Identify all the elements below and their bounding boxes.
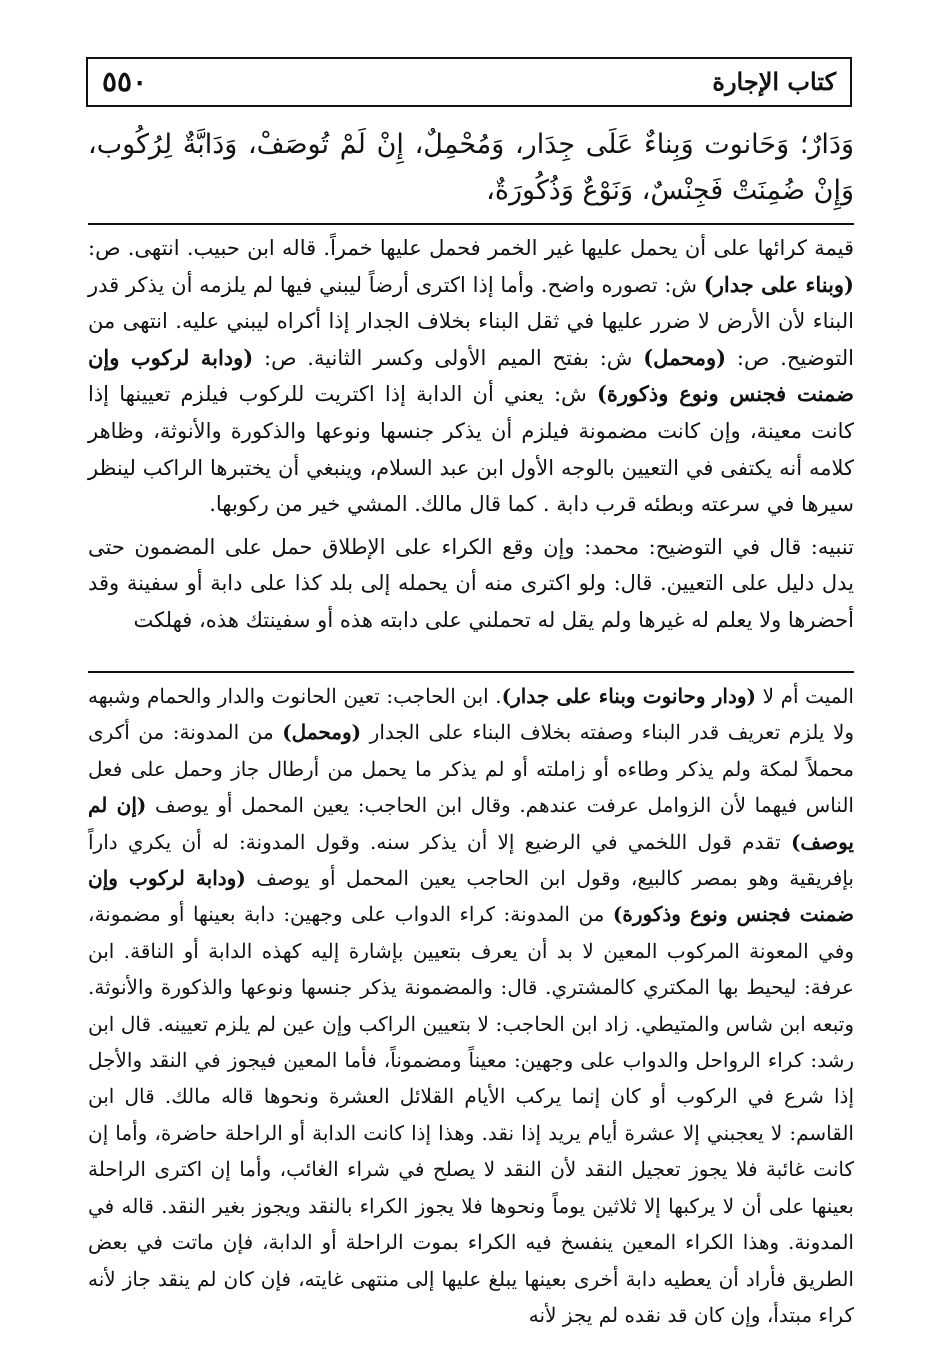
hashiya-paragraph xyxy=(88,678,854,1333)
sharh-text: ش: تصوره واضح. وأما إذا اكترى أرضاً ليبني فيها لم يلزمه أن يذكر قدر البناء لأن الأرض لا ضرر عليها في ثقل البناء بخلاف الجدار إذا أكراه ليبني عليه. انتهى من التوضيح. ص: xyxy=(88,272,854,370)
sharh-quote: (وبناء على جدار) xyxy=(703,271,854,297)
sharh-quote: (ومحمل) xyxy=(643,344,727,370)
hashiya-text: من المدونة: من أكرى محملاً لمكة ولم يذكر وطاءه أو زاملته أو لم يذكر ما يحمل من أرطال جاز وحمل على فعل الناس فيهما لأن الزوامل عرفت عندهم. وقال ابن الحاجب: يعين المحمل أو يوصف xyxy=(88,720,854,818)
hashiya-text: تقدم قول اللخمي في الرضيع إلا أن يذكر سنه. وقول المدونة: له أن يكري داراً بإفريقية وهو بمصر كالبيع، وقول ابن الحاجب يعين المحمل أو يوصف xyxy=(88,829,854,891)
hashiya-text: . ابن الحاجب: تعين الحانوت والدار والحمام وشبهه ولا يلزم تعريف قدر البناء وصفته بخلاف البناء على الجدار xyxy=(88,684,855,745)
sharh-text: قيمة كرائها على أن يحمل عليها غير الخمر فحمل عليها خمراً. قاله ابن حبيب. انتهى. ص: xyxy=(88,236,854,260)
sharh-section xyxy=(88,230,854,639)
sharh-text: ش: بفتح الميم الأولى وكسر الثانية. ص: xyxy=(253,345,644,370)
sharh-quote: (ودابة لركوب وإن ضمنت فجنس ونوع وذكورة) xyxy=(88,344,854,407)
hashiya-quote: (ومحمل) xyxy=(282,720,362,745)
matn-text: وَدَارٌ؛ وَحَانوت وَبِناءٌ عَلَى جِدَار، وَمُحْمِلٌ، إِنْ لَمْ تُوصَفْ، وَدَابَّةٌ لِرُكُوب، وَإِنْ ضُمِنَتْ فَجِنْسٌ، وَنَوْعٌ وَذُكُورَةٌ، xyxy=(88,129,854,206)
footnote-divider xyxy=(88,671,854,673)
matn-divider xyxy=(88,223,854,225)
tanbih-paragraph: تنبيه: قال في التوضيح: محمد: وإن وقع الكراء على الإطلاق حمل على المضمون حتى يدل دليل على التعيين. قال: ولو اكترى منه أن يحمله إلى بلد كذا على دابة أو سفينة وقد أحضرها ولا يعلم له غيرها ولم يقل له تحملني على دابته هذه أو سفينتك هذه، فهلكت xyxy=(88,534,854,632)
book-title: كتاب الإجارة xyxy=(712,67,836,96)
hashiya-text: من المدونة: كراء الدواب على وجهين: دابة بعينها أو مضمونة، وفي المعونة المركوب المعين لا بد أن يعرف بتعيين بإشارة إليه كهذه الدابة أو الناقة. ابن عرفة: ليحيط بها المكتري كالمشتري. قال: والمضمونة يذكر جنسها ونوعها والذكورة والأنوثة. وتبعه ابن شاس والمتيطي. زاد ابن الحاجب: لا بتعيين الراكب وإن عين لم يلزم تعيينه. قال ابن رشد: كراء الرواحل والدواب على وجهين: معيناً ومضموناً، فأما المعين فيجوز في النقد والأجل إذا شرع في الركوب أو كان إنما يركب الأيام القلائل العشرة ونحوها قاله مالك. قال ابن القاسم: لا يعجبني إلا عشرة أيام يريد إذا نقد. وهذا إذا كانت الدابة أو الراحلة حاضرة، وأما إن كانت غائبة فلا يجوز تعجيل النقد لأن النقد لا يصلح في شراء الغائب، وأما إن اكترى الراحلة بعينها على أن لا يركبها إلا ثلاثين يوماً ونحوها فلا يجوز الكراء بالنقد ويجوز بغير النقد. قاله في المدونة. وهذا الكراء المعين ينفسخ فيه الكراء بموت الراحلة أو الدابة، فإن ماتت في بعض الطريق فأراد أن يعطيه دابة أخرى بعينها يبلغ عليها إلى منتهى غايته، فإن كان لم ينقد جاز لأنه كراء مبتدأ، وإن كان قد نقده لم يجز لأنه xyxy=(88,902,855,1327)
sharh-text: ش: يعني أن الدابة إذا اكتريت للركوب فيلزم تعيينها إذا كانت معينة، وإن كانت مضمونة فيلزم أن يذكر جنسها ونوعها والذكورة والأنوثة، وظاهر كلامه أنه يكتفى في التعيين بالوجه الأول ابن عبد السلام، وينبغي أن يختبرها الراكب لينظر سيرها في سرعته وبطئه قرب دابة . كما قال مالك. المشي خير من ركوبها. xyxy=(88,382,854,517)
hashiya-quote: (ودار وحانوت وبناء على جدار) xyxy=(501,684,757,708)
hashiya-text: الميت أم لا xyxy=(756,684,854,708)
sharh-paragraph xyxy=(88,230,854,523)
hashiya-section xyxy=(88,678,854,1333)
page-header xyxy=(86,57,852,107)
hashiya-quote: (إن لم يوصف) xyxy=(88,793,854,854)
hashiya-quote: (ودابة لركوب وإن ضمنت فجنس ونوع وذكورة) xyxy=(88,866,854,927)
page-number: ٥٥٠ xyxy=(102,65,148,98)
